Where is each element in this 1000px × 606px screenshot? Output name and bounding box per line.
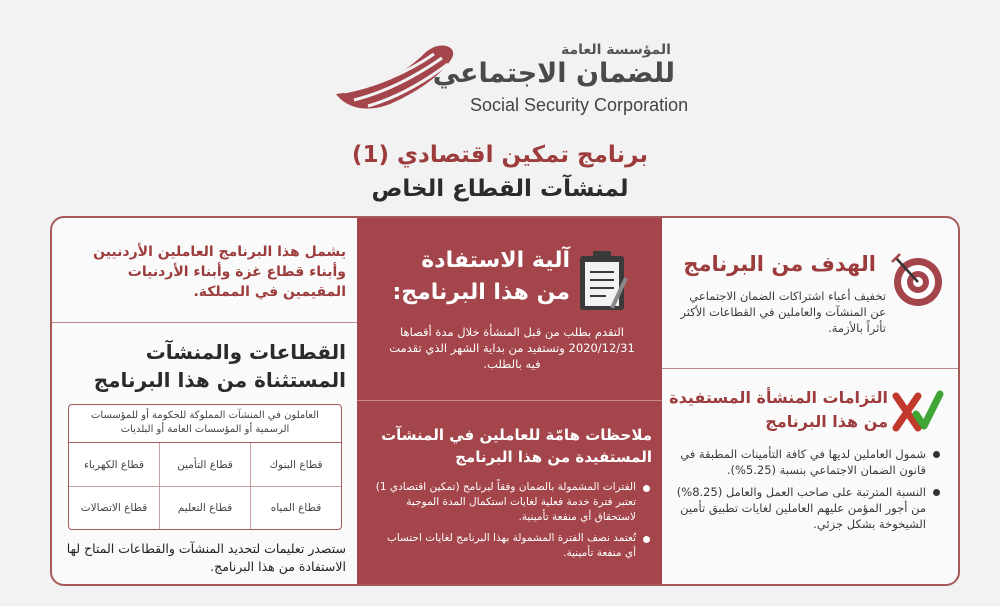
- table-cell: قطاع المياه: [270, 501, 322, 514]
- excluded-heading: القطاعات والمنشآت: [145, 340, 346, 364]
- obligations-heading: التزامات المنشأة المستفيدة: [669, 388, 888, 407]
- notes-heading: ملاحظات هامّة للعاملين في المنشآت: [381, 426, 652, 444]
- divider: [662, 368, 960, 369]
- table-cell: قطاع التأمين: [177, 458, 233, 471]
- list-item: الفترات المشمولة بالضمان وفقاً لبرنامج (تمكين اقتصادي 1) تعتبر فترة خدمة فعلية لغايات استكمال المدة الموجبة لاستحقاق أي منفعة تأمينية.: [374, 480, 650, 525]
- notes-subheading: المستفيدة من هذا البرنامج: [455, 448, 652, 466]
- obligations-subheading: من هذا البرنامج: [765, 412, 888, 431]
- coverage-description: يشمل هذا البرنامج العاملين الأردنيين وأبناء قطاع غزة وأبناء الأردنيات المقيمين في المملكة.: [93, 244, 346, 300]
- goal-description: تخفيف أعباء اشتراكات الضمان الاجتماعي عن المنشآت والعاملين في القطاعات الأكثر تأثراً بالأزمة.: [680, 289, 886, 335]
- excluded-footer-note: ستصدر تعليمات لتحديد المنشآت والقطاعات المتاح لها الاستفادة من هذا البرنامج.: [66, 541, 346, 574]
- page-title: برنامج تمكين اقتصادي (1): [351, 142, 649, 168]
- logo-english-name: Social Security Corporation: [470, 95, 689, 115]
- mechanism-heading: آلية الاستفادة: [421, 248, 570, 273]
- mechanism-subheading: من هذا البرنامج:: [392, 280, 570, 305]
- list-item: شمول العاملين لديها في كافة التأمينات المطبقة في قانون الضمان الاجتماعي بنسبة (5.25%).: [674, 446, 940, 478]
- mechanism-description: التقدم بطلب من قبل المنشأة خلال مدة أقصاها 2020/12/31 وتستفيد من بداية الشهر الذي تقدمت فيه بالطلب.: [389, 325, 635, 371]
- logo-arabic-small: المؤسسة العامة: [561, 42, 671, 58]
- divider: [357, 400, 662, 401]
- notes-list: [374, 480, 650, 567]
- logo: [330, 38, 689, 118]
- target-icon: [890, 252, 946, 308]
- table-cell: قطاع البنوك: [269, 458, 323, 471]
- info-panel: [50, 216, 960, 586]
- list-item: النسبة المترتبة على صاحب العمل والعامل (8.25%) من أجور المؤمن عليهم العاملين لغايات تطبيق تأمين الشيخوخة بشكل جزئي.: [674, 484, 940, 532]
- obligations-list: [674, 446, 940, 538]
- excluded-table-header: العاملون في المنشآت المملوكة للحكومة أو للمؤسسات الرسمية أو المؤسسات العامة أو البلديات: [69, 405, 341, 443]
- clipboard-icon: [576, 248, 630, 312]
- goal-heading: الهدف من البرنامج: [683, 252, 876, 276]
- page-subtitle: لمنشآت القطاع الخاص: [371, 176, 629, 202]
- list-item: تُعتمد نصف الفترة المشمولة بهذا البرنامج لغايات احتساب أي منفعة تأمينية.: [374, 531, 650, 561]
- table-cell: قطاع الكهرباء: [83, 458, 145, 471]
- logo-arabic-name: للضمان الاجتماعي: [432, 58, 675, 89]
- divider: [52, 322, 357, 323]
- excluded-sectors-table: [68, 404, 342, 530]
- excluded-subheading: المستثناة من هذا البرنامج: [93, 368, 346, 392]
- check-cross-icon: [892, 388, 944, 434]
- table-cell: قطاع التعليم: [177, 501, 233, 514]
- table-cell: قطاع الاتصالات: [80, 501, 148, 514]
